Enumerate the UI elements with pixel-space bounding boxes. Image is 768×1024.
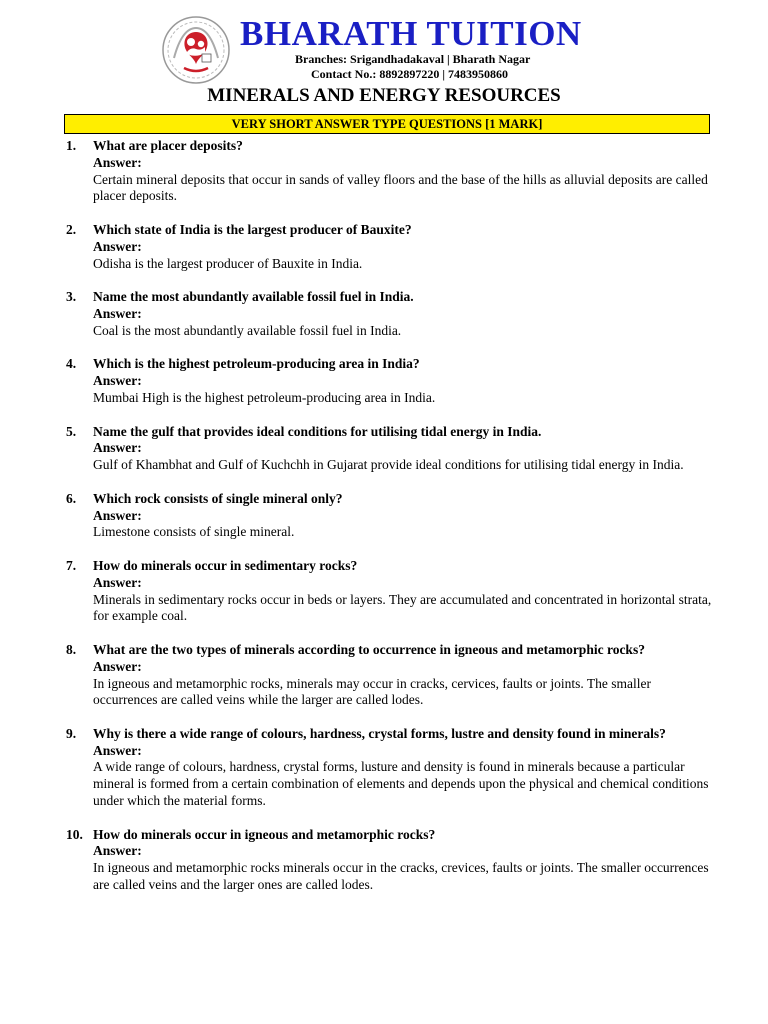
question-spacer bbox=[66, 407, 716, 424]
question-number: 4. bbox=[66, 356, 77, 372]
answer-text: Minerals in sedimentary rocks occur in beds or layers. They are accumulated and concentrated in horizontal strata, for example coal. bbox=[93, 591, 712, 624]
answer-label: Answer: bbox=[93, 305, 142, 321]
answer-text: In igneous and metamorphic rocks minerals occur in the cracks, crevices, faults or joints. The smaller occurrences are called veins and the larger ones are called lodes. bbox=[93, 860, 709, 893]
question-spacer bbox=[66, 709, 716, 726]
page-title: MINERALS AND ENERGY RESOURCES bbox=[207, 85, 561, 106]
question-spacer bbox=[66, 541, 716, 558]
question-number: 9. bbox=[66, 725, 77, 741]
contact-line: Contact No.: 8892897220 | 7483950860 bbox=[311, 67, 508, 81]
question-number: 7. bbox=[66, 557, 77, 573]
question-list bbox=[66, 138, 716, 894]
question-item bbox=[66, 558, 716, 625]
answer-label: Answer: bbox=[93, 658, 142, 674]
question-content bbox=[93, 138, 716, 205]
answer-text: Limestone consists of single mineral. bbox=[93, 524, 295, 540]
question-text: What are the two types of minerals according to occurrence in igneous and metamorphic rocks? bbox=[93, 641, 645, 657]
answer-text: A wide range of colours, hardness, crystal forms, lusture and density is found in minerals because a particular mineral is formed from a certain combination of elements and depends upon the physical and chemical conditions under which the material forms. bbox=[93, 759, 709, 809]
question-number: 8. bbox=[66, 641, 77, 657]
tuition-emblem-icon bbox=[160, 14, 232, 86]
question-text: Which is the highest petroleum-producing area in India? bbox=[93, 356, 420, 372]
answer-text: In igneous and metamorphic rocks, minerals may occur in cracks, cervices, faults or joints. The smaller occurrences are called veins while the larger are called lodes. bbox=[93, 675, 651, 708]
answer-label: Answer: bbox=[93, 238, 142, 254]
answer-label: Answer: bbox=[93, 574, 142, 590]
question-item bbox=[66, 642, 716, 709]
question-number: 3. bbox=[66, 289, 77, 305]
answer-text: Odisha is the largest producer of Bauxite in India. bbox=[93, 255, 363, 271]
answer-text: Gulf of Khambhat and Gulf of Kuchchh in Gujarat provide ideal conditions for utilising tidal energy in India. bbox=[93, 457, 684, 473]
question-text: How do minerals occur in igneous and metamorphic rocks? bbox=[93, 826, 436, 842]
section-banner: VERY SHORT ANSWER TYPE QUESTIONS [1 MARK] bbox=[64, 114, 710, 134]
question-item bbox=[66, 424, 716, 474]
question-number: 5. bbox=[66, 423, 77, 439]
branches-line: Branches: Srigandhadakaval | Bharath Nagar bbox=[295, 52, 531, 66]
question-text: How do minerals occur in sedimentary rocks? bbox=[93, 557, 358, 573]
question-spacer bbox=[66, 272, 716, 289]
question-text: Which state of India is the largest producer of Bauxite? bbox=[93, 221, 412, 237]
question-item bbox=[66, 356, 716, 406]
answer-text: Mumbai High is the highest petroleum-producing area in India. bbox=[93, 389, 436, 405]
question-spacer bbox=[66, 474, 716, 491]
question-text: Why is there a wide range of colours, hardness, crystal forms, lustre and density found in minerals? bbox=[93, 725, 666, 741]
question-spacer bbox=[66, 810, 716, 827]
question-spacer bbox=[66, 340, 716, 357]
question-item bbox=[66, 289, 716, 339]
answer-label: Answer: bbox=[93, 843, 142, 859]
question-item bbox=[66, 222, 716, 272]
question-number: 2. bbox=[66, 221, 77, 237]
question-content bbox=[93, 491, 716, 541]
answer-text: Coal is the most abundantly available fossil fuel in India. bbox=[93, 322, 402, 338]
question-content bbox=[93, 642, 716, 709]
question-spacer bbox=[66, 625, 716, 642]
letterhead bbox=[160, 8, 640, 88]
question-item bbox=[66, 491, 716, 541]
question-text: Which rock consists of single mineral only? bbox=[93, 490, 343, 506]
answer-text: Certain mineral deposits that occur in sands of valley floors and the base of the hills as alluvial deposits are called placer deposits. bbox=[93, 171, 708, 204]
question-number: 10. bbox=[66, 826, 83, 842]
answer-label: Answer: bbox=[93, 742, 142, 758]
question-content bbox=[93, 726, 716, 810]
question-number: 1. bbox=[66, 138, 77, 153]
question-content bbox=[93, 558, 716, 625]
question-text: What are placer deposits? bbox=[93, 138, 243, 153]
question-content bbox=[93, 424, 716, 474]
question-text: Name the gulf that provides ideal conditions for utilising tidal energy in India. bbox=[93, 423, 542, 439]
question-text: Name the most abundantly available fossil fuel in India. bbox=[93, 289, 414, 305]
answer-label: Answer: bbox=[93, 154, 142, 170]
answer-label: Answer: bbox=[93, 507, 142, 523]
question-item bbox=[66, 827, 716, 894]
question-number: 6. bbox=[66, 490, 77, 506]
question-content bbox=[93, 222, 716, 272]
answer-label: Answer: bbox=[93, 373, 142, 389]
brand-name: BHARATH TUITION bbox=[240, 14, 582, 53]
question-content bbox=[93, 356, 716, 406]
answer-label: Answer: bbox=[93, 440, 142, 456]
question-item bbox=[66, 726, 716, 810]
question-item bbox=[66, 138, 716, 205]
question-content bbox=[93, 827, 716, 894]
question-content bbox=[93, 289, 716, 339]
question-spacer bbox=[66, 205, 716, 222]
